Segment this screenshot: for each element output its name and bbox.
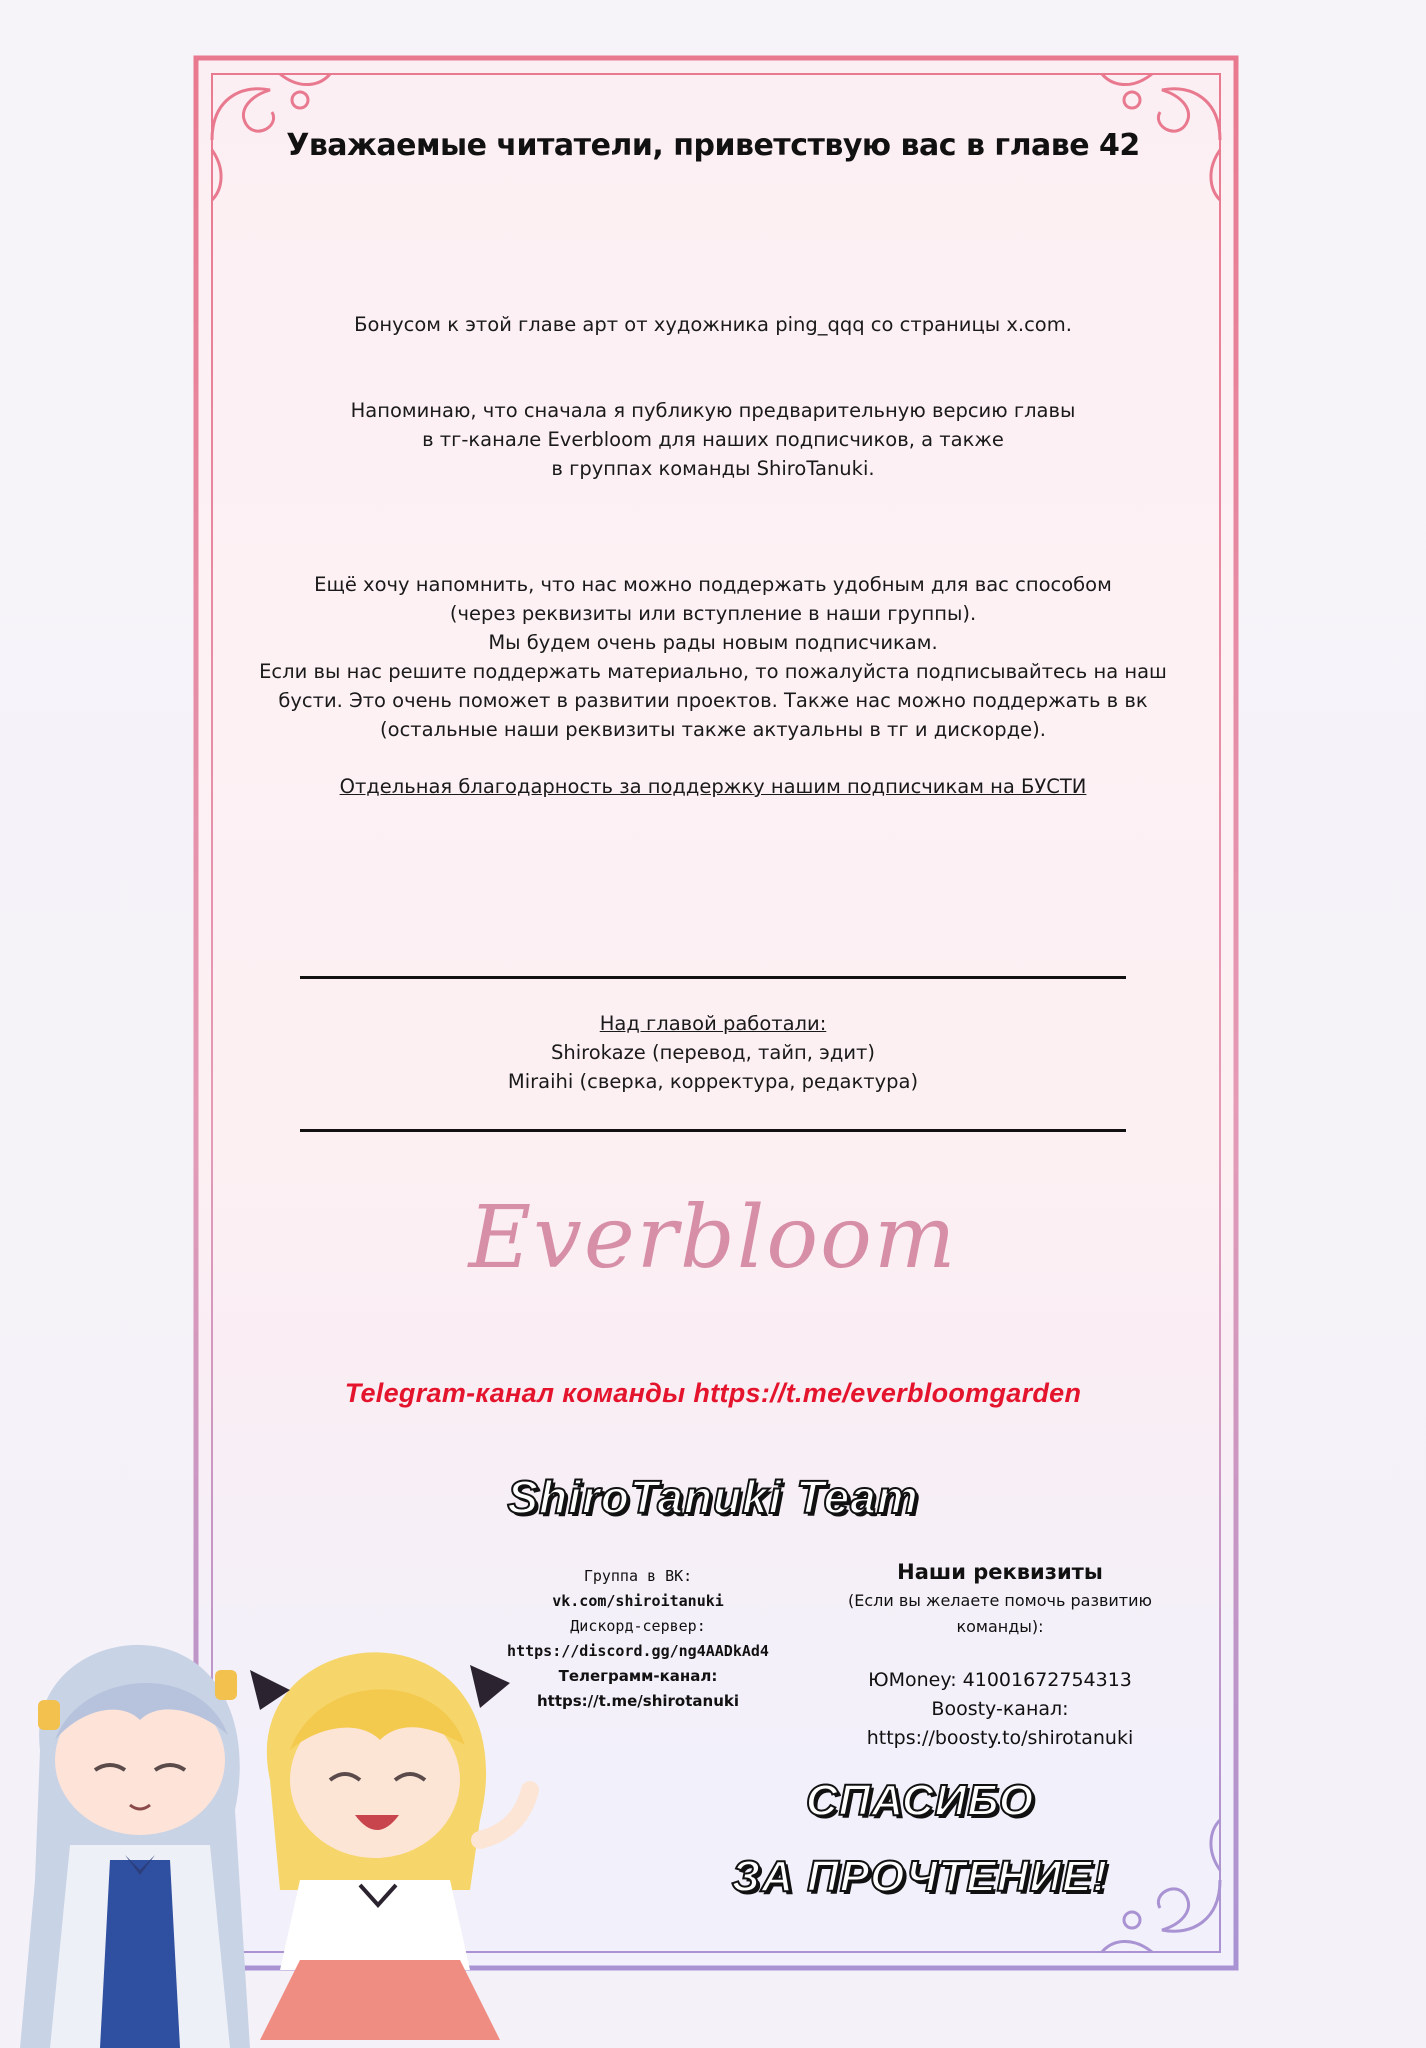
chibi-characters-illustration (0, 1630, 600, 2048)
support-line: (через реквизиты или вступление в наши группы). (449, 602, 977, 625)
thanks-line-2: ЗА ПРОЧТЕНИЕ! (731, 1852, 1109, 1901)
divider-bottom (300, 1129, 1126, 1132)
vk-label: Группа в ВК: (583, 1567, 693, 1585)
boosty-link[interactable]: https://boosty.to/shirotanuki (866, 1727, 1134, 1749)
silver-hair-girl-image (20, 1645, 250, 2048)
bonus-text: Бонусом к этой главе арт от художника ping_qqq со страницы x.com. (354, 313, 1072, 336)
blonde-girl-image (250, 1652, 530, 2040)
page-title: Уважаемые читатели, приветствую вас в главе 42 (286, 128, 1140, 163)
requisites-heading: Наши реквизиты (897, 1560, 1103, 1584)
telegram-channel-link[interactable]: Telegram-канал команды https://t.me/everbloomgarden (344, 1378, 1082, 1408)
credits-line: Shirokaze (перевод, тайп, эдит) (551, 1041, 875, 1064)
requisites-block (820, 1556, 1180, 1753)
support-line: Мы будем очень рады новым подписчикам. (488, 631, 938, 654)
boosty-thanks-text: Отдельная благодарность за поддержку нашим подписчикам на БУСТИ (339, 775, 1087, 798)
thanks-line-1: СПАСИБО (805, 1776, 1035, 1825)
telegram-link[interactable]: https://t.me/shirotanuki (536, 1692, 739, 1710)
credits-line: Miraihi (сверка, корректура, редактура) (507, 1070, 919, 1093)
discord-label: Дискорд-сервер: (570, 1617, 706, 1635)
support-line: Ещё хочу напомнить, что нас можно поддержать удобным для вас способом (314, 573, 1112, 596)
support-line: Если вы нас решите поддержать материально, то пожалуйста подписывайтесь на наш (259, 660, 1167, 683)
support-line: (остальные наши реквизиты также актуальны в тг и дискорде). (380, 718, 1046, 741)
reminder-line: в тг-канале Everbloom для наших подписчиков, а также (422, 428, 1004, 451)
support-line: бусти. Это очень поможет в развитии проектов. Также нас можно поддержать в вк (278, 689, 1148, 712)
support-paragraph (0, 570, 1426, 744)
boosty-label: Boosty-канал: (931, 1698, 1069, 1720)
credits-block (0, 1009, 1426, 1096)
telegram-label: Телеграмм-канал: (558, 1667, 718, 1685)
reminder-line: Напоминаю, что сначала я публикую предварительную версию главы (350, 399, 1076, 422)
boosty-thanks (0, 772, 1426, 801)
vk-link[interactable]: vk.com/shiroitanuki (552, 1592, 724, 1610)
credits-heading: Над главой работали: (599, 1012, 827, 1035)
bonus-note (0, 310, 1426, 339)
reminder-line: в группах команды ShiroTanuki. (551, 457, 875, 480)
everbloom-logo: Everbloom (468, 1188, 958, 1288)
requisites-note: (Если вы желаете помочь развитию команды): (848, 1591, 1152, 1636)
discord-link[interactable]: https://discord.gg/ng4AADkAd4 (507, 1642, 769, 1660)
yoomoney-wallet: ЮMoney: 41001672754313 (868, 1669, 1132, 1691)
team-logo: ShiroTanuki Team (507, 1471, 919, 1523)
reminder-paragraph (0, 396, 1426, 483)
divider-top (300, 976, 1126, 979)
